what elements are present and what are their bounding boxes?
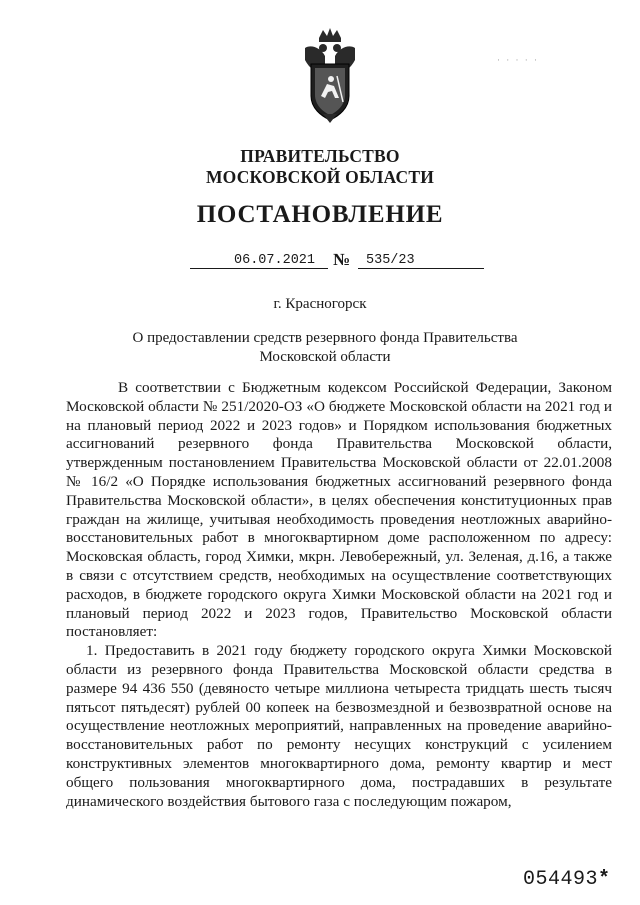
- government-title-line1: ПРАВИТЕЛЬСТВО: [240, 146, 400, 166]
- decree-subject: [100, 329, 550, 367]
- government-title-line2: МОСКОВСКОЙ ОБЛАСТИ: [205, 167, 435, 187]
- number-underline: [358, 268, 484, 269]
- asterisk-mark: *: [598, 868, 611, 891]
- subject-line1: О предоставлении средств резервного фонда Правительства: [132, 330, 518, 346]
- date-underline: [190, 268, 328, 269]
- decree-date: 06.07.2021: [234, 253, 316, 268]
- decree-number: 535/23: [366, 253, 415, 268]
- serial-stamp: [523, 868, 611, 891]
- document-type-title: ПОСТАНОВЛЕНИЕ: [196, 201, 444, 228]
- subject-line2: Московской области: [259, 349, 391, 365]
- corner-dots: · · · · ·: [497, 55, 539, 65]
- number-sign: №: [333, 250, 351, 269]
- body-paragraph-1: В соответствии с Бюджетным кодексом Российской Федерации, Законом Московской области № 251/2020-ОЗ «О бюджете Московской области на 2021 год и на плановый период 2022 и 2023 годов» и Порядком использования бюджетных ассигнований резервного фонда Правительства Московской области, утвержденным постановлением Правительства Московской области от 22.01.2008 № 16/2 «О Порядке использования бюджетных ассигнований резервного фонда Правительства Московской области», в целях обеспечения конституционных прав граждан на жилище, учитывая необходимость проведения неотложных аварийно-восстановительных работ в многоквартирном доме расположенном по адресу: Московская область, город Химки, мкрн. Левобережный, ул. Зеленая, д.16, а также в связи с отсутствием средств, необходимых на осуществление соответствующих расходов, в бюджете городского округа Химки Московской области на 2021 год и плановый период 2022 и 2023 годов, Правительство Московской области постановляет:: [66, 379, 612, 641]
- date-number-line: [190, 250, 490, 272]
- coat-of-arms-emblem: [301, 26, 359, 124]
- decree-body: [66, 379, 612, 811]
- serial-number: 054493: [523, 868, 599, 891]
- city: г. Красногорск: [273, 296, 367, 312]
- body-paragraph-2: 1. Предоставить в 2021 году бюджету городского округа Химки Московской области из резервного фонда Правительства Московской области средства в размере 94 436 550 (девяносто четыре миллиона четыреста тридцать шесть тысяч пятьсот пятьдесят) рублей 00 копеек на безвозмездной и безвозвратной основе на осуществление неотложных мероприятий, направленных на проведение аварийно-восстановительных работ по ремонту несущих конструкций с усилением конструктивных элементов многоквартирного дома, ремонту квартир и мест общего пользования многоквартирного дома, пострадавших в результате динамического воздействия бытового газа с последующим пожаром,: [66, 642, 612, 810]
